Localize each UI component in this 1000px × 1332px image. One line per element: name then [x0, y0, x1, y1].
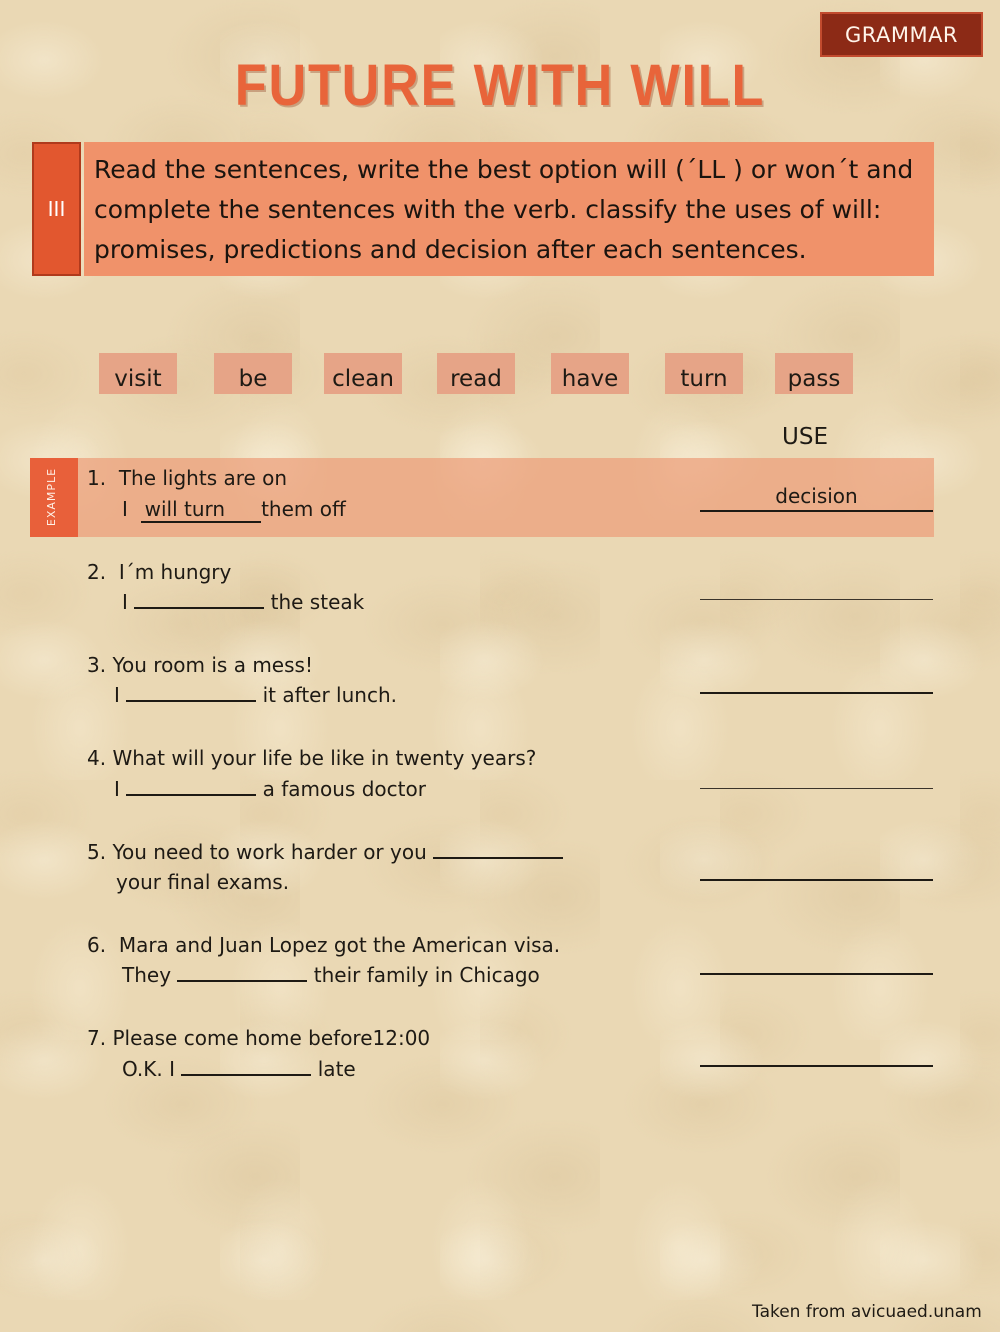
question-6-sentence	[122, 963, 540, 987]
page-title: FUTURE WITH WILL	[234, 53, 766, 118]
instructions-text: Read the sentences, write the best option will (´LL ) or won´t and complete the sentences with the verb. classify the uses of will: promises, predictions and decision after each sentences.	[94, 155, 914, 264]
sentence-start: They	[122, 963, 172, 987]
question-text: What will your life be like in twenty years?	[112, 746, 537, 770]
question-5-sentence	[116, 870, 289, 894]
question-6-prompt	[87, 933, 560, 957]
question-5-blank[interactable]	[433, 857, 563, 859]
question-text: You room is a mess!	[112, 653, 313, 677]
question-text: You need to work harder or you	[112, 840, 427, 864]
question-2-blank[interactable]	[134, 607, 264, 609]
question-7-blank[interactable]	[181, 1074, 311, 1076]
section-number: III	[32, 142, 81, 276]
question-1-use-answer: decision	[775, 484, 858, 508]
question-7-use-field[interactable]	[700, 1065, 933, 1067]
sentence-end: their family in Chicago	[313, 963, 540, 987]
question-2-use-field[interactable]	[700, 599, 933, 600]
sentence-start: I	[114, 683, 120, 707]
question-5-use-field[interactable]	[700, 879, 933, 881]
sentence-end: a famous doctor	[262, 777, 426, 801]
question-text: Please come home before12:00	[112, 1026, 431, 1050]
example-answer: will turn	[141, 497, 261, 523]
sentence-end: your final exams.	[116, 870, 290, 894]
question-2-prompt	[87, 560, 231, 584]
question-4-blank[interactable]	[126, 794, 256, 796]
sentence-start: I	[114, 777, 120, 801]
question-1-sentence	[122, 497, 346, 523]
source-credit: Taken from avicuaed.unam	[752, 1302, 982, 1322]
grammar-badge: GRAMMAR	[820, 12, 983, 57]
question-3-blank[interactable]	[126, 700, 256, 702]
sentence-end: it after lunch.	[262, 683, 397, 707]
question-3-sentence	[114, 683, 397, 707]
word-bank-turn[interactable]: turn	[665, 353, 743, 394]
word-bank-have[interactable]: have	[551, 353, 629, 394]
sentence-end: the steak	[270, 590, 365, 614]
question-3-prompt	[87, 653, 313, 677]
use-column-heading: USE	[782, 424, 828, 450]
question-number: 5.	[87, 840, 107, 864]
word-bank-clean[interactable]: clean	[324, 353, 402, 394]
question-1-prompt	[87, 466, 287, 490]
question-1-use-field[interactable]	[700, 510, 933, 512]
question-number: 1.	[87, 466, 107, 490]
question-4-prompt	[87, 746, 536, 770]
question-2-sentence	[122, 590, 364, 614]
word-bank-be[interactable]: be	[214, 353, 292, 394]
word-bank-read[interactable]: read	[437, 353, 515, 394]
question-number: 6.	[87, 933, 107, 957]
question-6-use-field[interactable]	[700, 973, 933, 975]
sentence-end: them off	[261, 497, 346, 521]
question-6-blank[interactable]	[177, 980, 307, 982]
question-7-prompt	[87, 1026, 430, 1050]
question-number: 7.	[87, 1026, 107, 1050]
question-7-sentence	[122, 1057, 356, 1081]
question-4-sentence	[114, 777, 426, 801]
sentence-start: I	[122, 590, 128, 614]
question-5-prompt	[87, 840, 563, 864]
question-text: I´m hungry	[118, 560, 232, 584]
question-3-use-field[interactable]	[700, 692, 933, 694]
question-number: 3.	[87, 653, 107, 677]
question-number: 2.	[87, 560, 107, 584]
example-label: EXAMPLE	[45, 467, 58, 527]
sentence-start: O.K. I	[122, 1057, 176, 1081]
question-text: Mara and Juan Lopez got the American visa.	[118, 933, 561, 957]
sentence-start: I	[122, 497, 128, 521]
word-bank-visit[interactable]: visit	[99, 353, 177, 394]
question-number: 4.	[87, 746, 107, 770]
sentence-end: late	[317, 1057, 356, 1081]
question-4-use-field[interactable]	[700, 788, 933, 789]
question-text: The lights are on	[118, 466, 288, 490]
word-bank-pass[interactable]: pass	[775, 353, 853, 394]
